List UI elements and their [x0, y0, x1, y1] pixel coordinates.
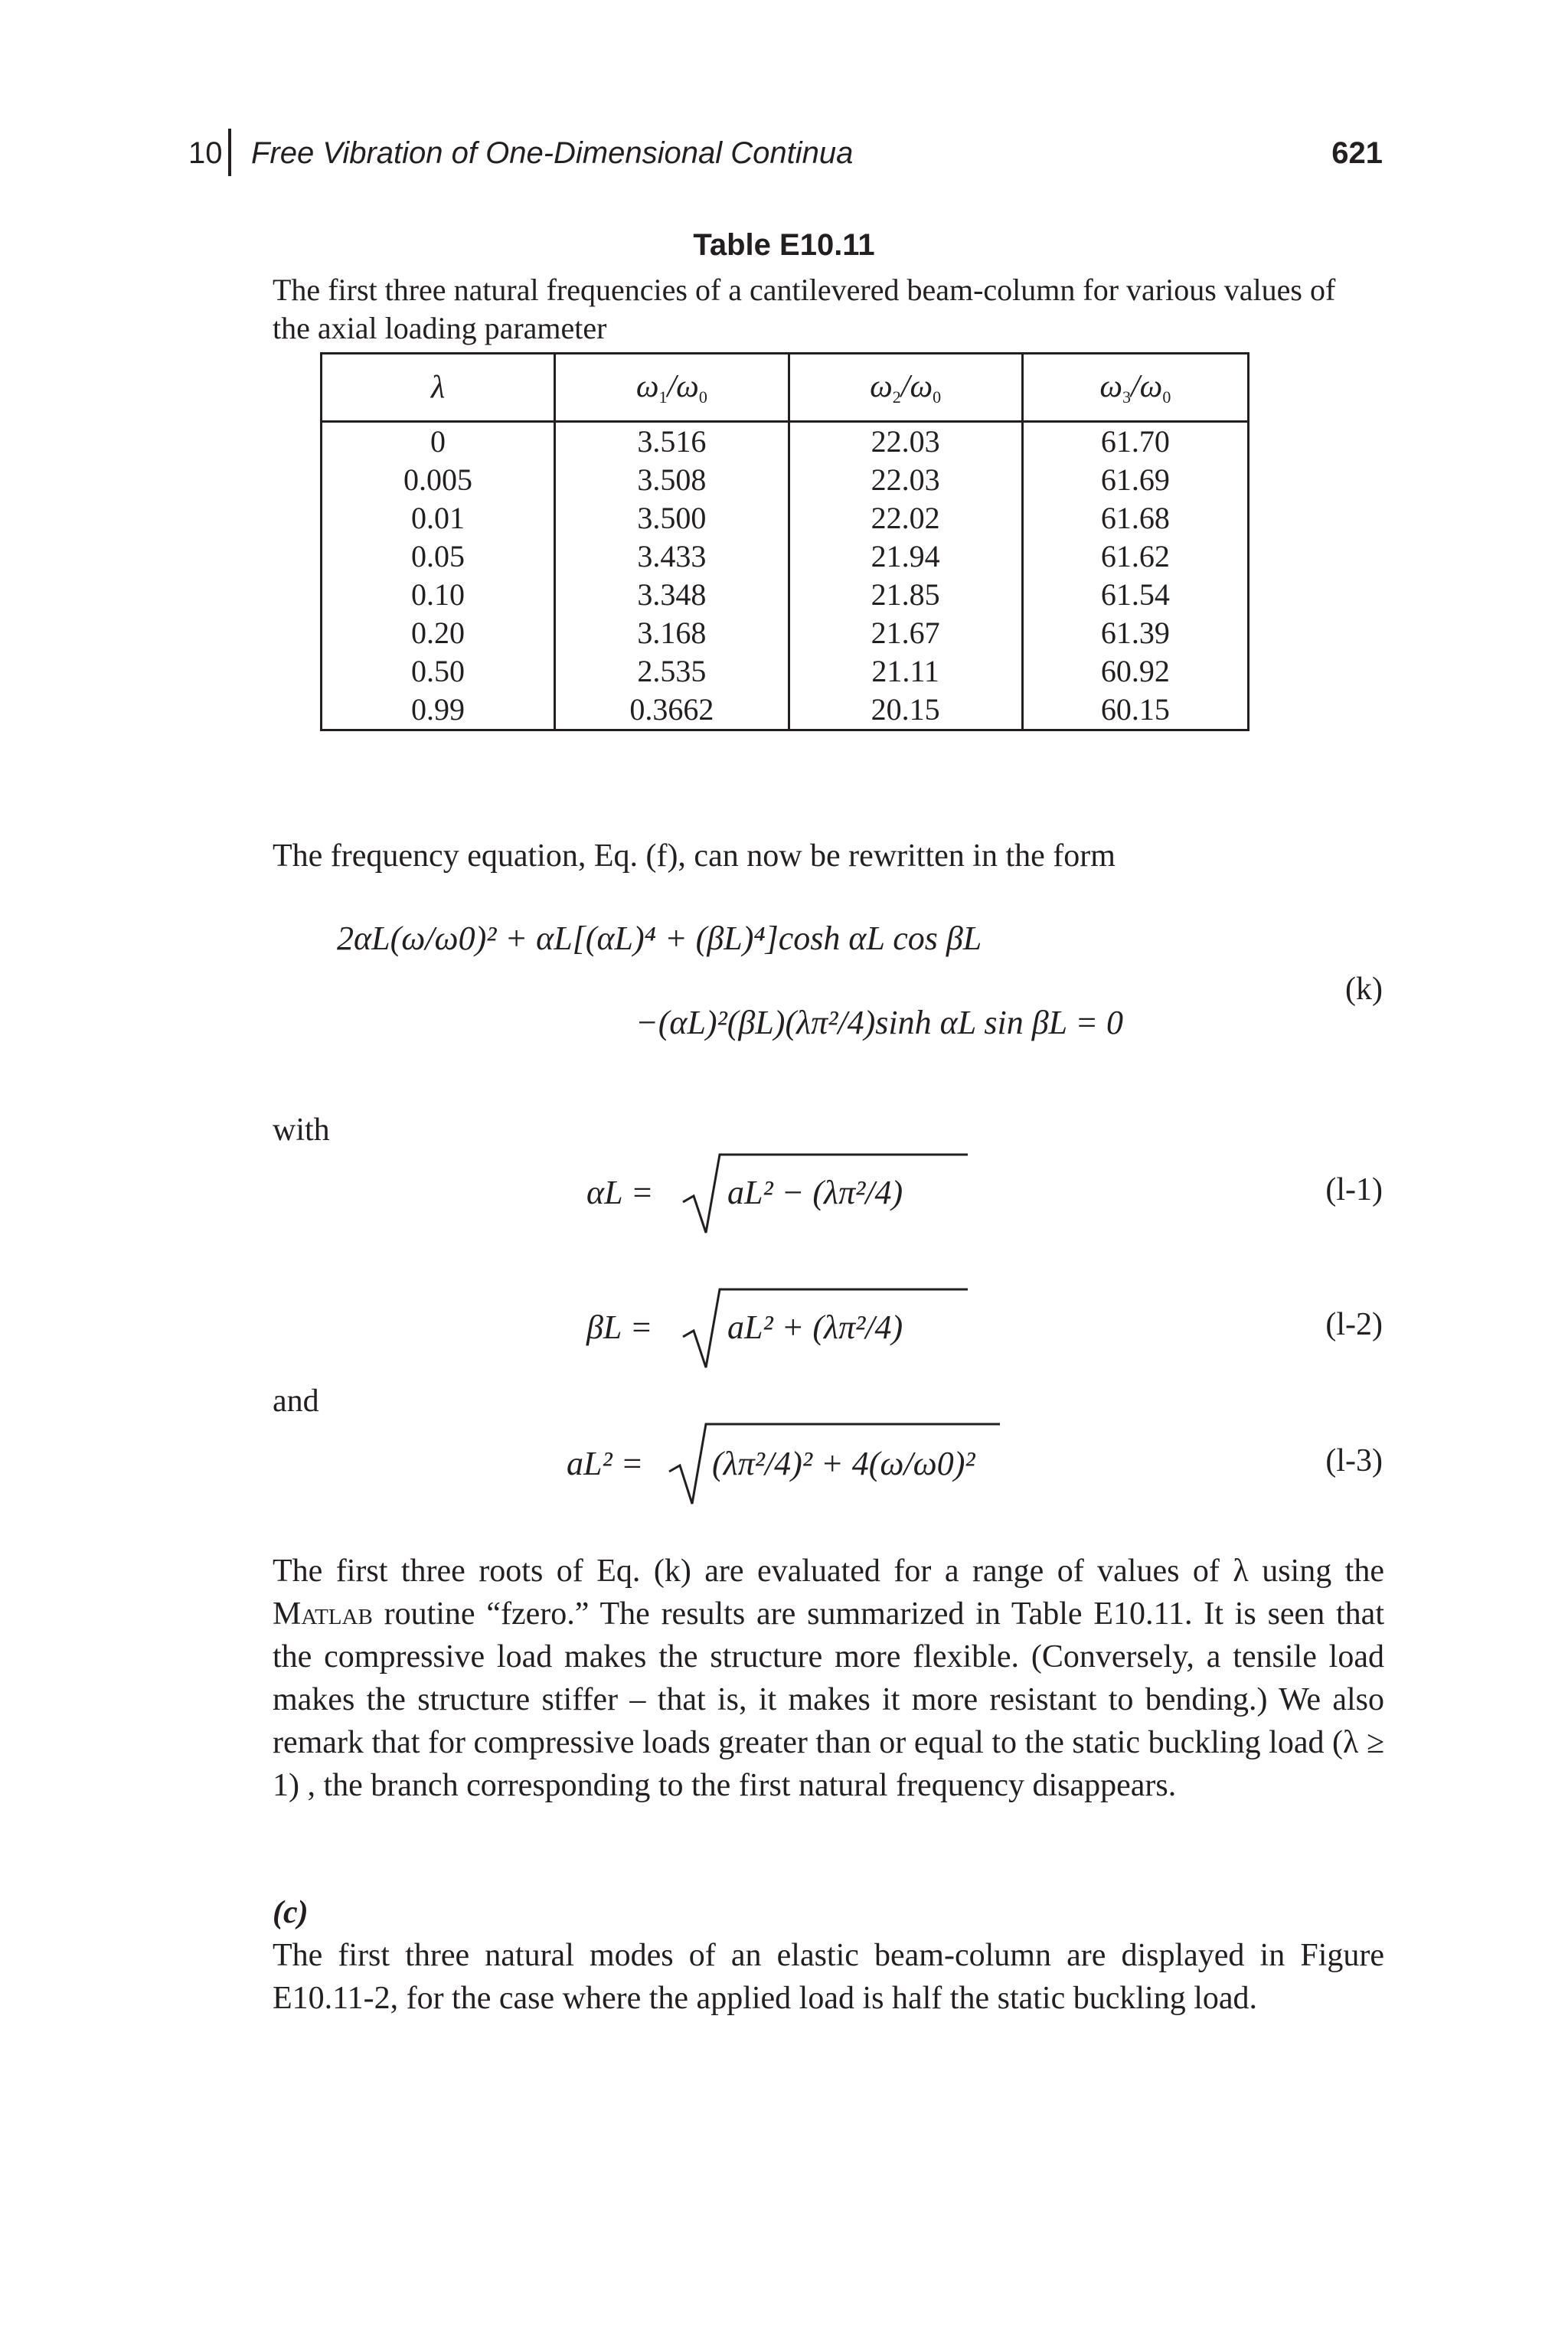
cell: 0.10 — [322, 576, 555, 614]
table-label: Table E10.11 — [693, 228, 875, 262]
equation-l1-rhs: aL² − (λπ²/4) — [727, 1174, 903, 1211]
paragraph-results — [273, 1550, 1384, 1807]
col-lambda: λ — [322, 354, 555, 422]
cell: 20.15 — [789, 691, 1022, 730]
table-row — [322, 499, 1249, 537]
cell: 0 — [322, 422, 555, 462]
table-caption: The first three natural frequencies of a cantilevered beam-column for various values of the axial loading parameter — [273, 273, 1336, 345]
cell: 60.15 — [1022, 691, 1248, 730]
cell: 0.20 — [322, 614, 555, 652]
cell: 3.500 — [555, 499, 789, 537]
cell: 0.99 — [322, 691, 555, 730]
col-omega2: ω2/ω0 — [789, 354, 1022, 422]
cell: 21.67 — [789, 614, 1022, 652]
equation-l2-rhs: aL² + (λπ²/4) — [727, 1308, 903, 1346]
table-row — [322, 691, 1249, 730]
equation-l3-rhs: (λπ²/4)² + 4(ω/ω0)² — [712, 1445, 975, 1482]
table-header-row — [322, 354, 1249, 422]
cell: 2.535 — [555, 652, 789, 691]
chapter-title: Free Vibration of One-Dimensional Continua — [251, 136, 854, 170]
cell: 3.516 — [555, 422, 789, 462]
equation-l3-label: (l-3) — [1325, 1443, 1383, 1478]
paragraph-lead: The frequency equation, Eq. (f), can now be rewritten in the form — [273, 838, 1116, 874]
cell: 61.39 — [1022, 614, 1248, 652]
chapter-number: 10 — [188, 136, 223, 170]
equation-k-label: (k) — [1345, 972, 1383, 1007]
word-with: with — [273, 1112, 330, 1148]
table-row — [322, 422, 1249, 462]
part-label: (c) — [273, 1895, 309, 1930]
header-divider — [228, 129, 231, 176]
page-number: 621 — [1331, 136, 1383, 170]
cell: 21.85 — [789, 576, 1022, 614]
cell: 22.03 — [789, 461, 1022, 499]
col-omega1: ω1/ω0 — [555, 354, 789, 422]
cell: 3.508 — [555, 461, 789, 499]
table-row — [322, 576, 1249, 614]
cell: 0.005 — [322, 461, 555, 499]
paragraph-results-a: The first three roots of Eq. (k) are evaluated for a range of values of λ using the — [273, 1554, 1384, 1589]
paragraph-results-b: routine “fzero.” The results are summarized in Table E10.11. It is seen that the compressive load makes the structure more flexible. (Conversely, a tensile load makes the structure stiffer – that is, it makes it more resistant to bending.) We also remark that for compressive loads greater than or equal to the static buckling load (λ ≥ 1) , the branch corresponding to the first natural frequency disappears. — [273, 1596, 1384, 1803]
cell: 61.62 — [1022, 537, 1248, 576]
cell: 3.348 — [555, 576, 789, 614]
cell: 21.11 — [789, 652, 1022, 691]
word-and: and — [273, 1384, 319, 1419]
cell: 3.433 — [555, 537, 789, 576]
table-row — [322, 461, 1249, 499]
cell: 61.70 — [1022, 422, 1248, 462]
equation-l3-lhs: aL² = — [567, 1445, 644, 1482]
frequency-table — [320, 352, 1250, 731]
cell: 60.92 — [1022, 652, 1248, 691]
equation-l2-label: (l-2) — [1325, 1307, 1383, 1342]
paragraph-modes: The first three natural modes of an elastic beam-column are displayed in Figure E10.11-2, for the case where the applied load is half the static buckling load. — [273, 1938, 1384, 2016]
equation-l1-label: (l-1) — [1325, 1172, 1383, 1207]
equation-l2-lhs: βL = — [586, 1308, 653, 1346]
cell: 0.3662 — [555, 691, 789, 730]
cell: 61.54 — [1022, 576, 1248, 614]
equation-k-line2: −(αL)²(βL)(λπ²/4)sinh αL sin βL = 0 — [635, 1004, 1124, 1041]
table-row — [322, 652, 1249, 691]
cell: 61.68 — [1022, 499, 1248, 537]
table-row — [322, 614, 1249, 652]
cell: 0.50 — [322, 652, 555, 691]
cell: 61.69 — [1022, 461, 1248, 499]
cell: 21.94 — [789, 537, 1022, 576]
cell: 22.03 — [789, 422, 1022, 462]
equation-k-line1: 2αL(ω/ω0)² + αL[(αL)⁴ + (βL)⁴]cosh αL cos βL — [337, 920, 982, 957]
equation-l1-lhs: αL = — [586, 1174, 654, 1211]
cell: 0.01 — [322, 499, 555, 537]
cell: 0.05 — [322, 537, 555, 576]
cell: 22.02 — [789, 499, 1022, 537]
table-row — [322, 537, 1249, 576]
matlab-name: Matlab — [273, 1596, 373, 1632]
col-omega3: ω3/ω0 — [1022, 354, 1248, 422]
cell: 3.168 — [555, 614, 789, 652]
